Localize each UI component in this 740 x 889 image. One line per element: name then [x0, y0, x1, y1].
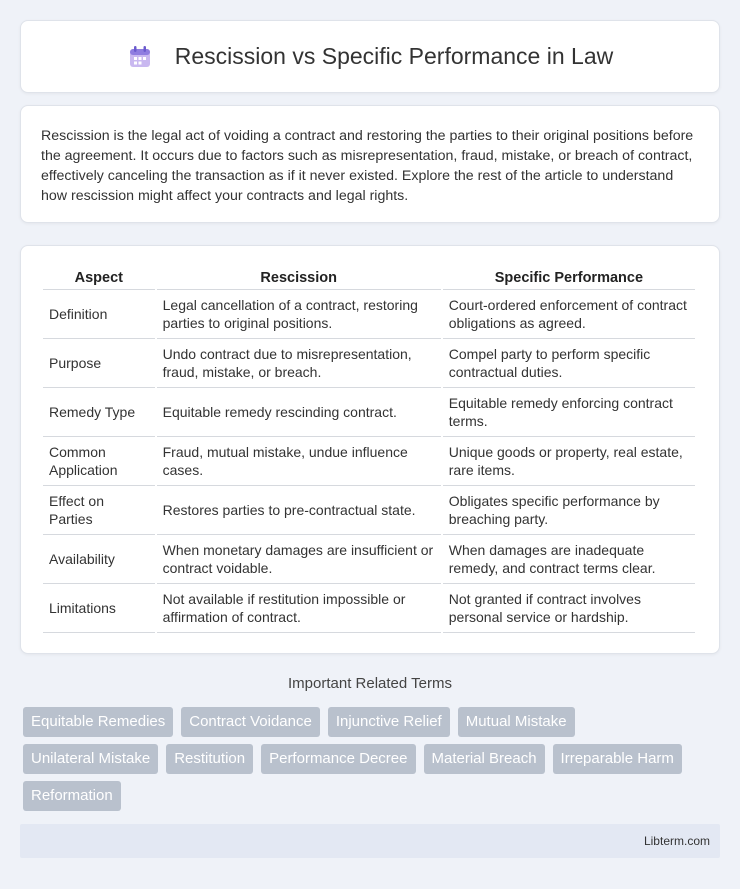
related-term-tag[interactable]: Performance Decree	[261, 744, 415, 774]
aspect-cell: Remedy Type	[43, 388, 155, 437]
rescission-cell: Fraud, mutual mistake, undue influence cases.	[157, 437, 441, 486]
related-term-tag[interactable]: Contract Voidance	[181, 707, 320, 737]
specific-performance-cell: When damages are inadequate remedy, and contract terms clear.	[443, 535, 695, 584]
intro-card	[20, 105, 720, 223]
rescission-cell: Equitable remedy rescinding contract.	[157, 388, 441, 437]
related-terms-title: Important Related Terms	[288, 675, 452, 692]
page-title: Rescission vs Specific Performance in Law	[174, 43, 614, 69]
aspect-cell: Common Application	[43, 437, 155, 486]
comparison-table	[41, 266, 697, 633]
specific-performance-cell: Compel party to perform specific contractual duties.	[443, 339, 695, 388]
table-row	[43, 437, 695, 486]
aspect-cell: Limitations	[43, 584, 155, 633]
related-term-tag[interactable]: Restitution	[166, 744, 253, 774]
rescission-cell: Undo contract due to misrepresentation, fraud, mistake, or breach.	[157, 339, 441, 388]
related-term-tag[interactable]: Mutual Mistake	[458, 707, 575, 737]
related-term-tag[interactable]: Unilateral Mistake	[23, 744, 158, 774]
aspect-cell: Effect on Parties	[43, 486, 155, 535]
related-term-tag[interactable]: Reformation	[23, 781, 121, 811]
table-row	[43, 535, 695, 584]
rescission-cell: Legal cancellation of a contract, restoring parties to original positions.	[157, 290, 441, 339]
table-header-row	[43, 266, 695, 290]
related-term-tag[interactable]: Material Breach	[424, 744, 545, 774]
related-terms-list	[23, 707, 723, 818]
column-header: Aspect	[43, 266, 155, 290]
rescission-cell: Restores parties to pre-contractual state.	[157, 486, 441, 535]
rescission-cell: Not available if restitution impossible or affirmation of contract.	[157, 584, 441, 633]
table-row	[43, 486, 695, 535]
related-term-tag[interactable]: Equitable Remedies	[23, 707, 173, 737]
intro-text: Rescission is the legal act of voiding a contract and restoring the parties to their original positions before the agreement. It occurs due to factors such as misrepresentation, fraud, mistake, or breach of contract, effectively canceling the transaction as if it never existed. Explore the rest of the article to understand how rescission might affect your contracts and legal rights.	[41, 128, 694, 204]
specific-performance-cell: Unique goods or property, real estate, rare items.	[443, 437, 695, 486]
table-row	[43, 339, 695, 388]
related-term-tag[interactable]: Injunctive Relief	[328, 707, 450, 737]
comparison-table-card	[20, 245, 720, 654]
table-row	[43, 584, 695, 633]
footer-site-link[interactable]: Libterm.com	[643, 834, 710, 848]
calendar-icon	[127, 44, 153, 70]
column-header: Rescission	[157, 266, 441, 290]
specific-performance-cell: Not granted if contract involves personal service or hardship.	[443, 584, 695, 633]
aspect-cell: Purpose	[43, 339, 155, 388]
aspect-cell: Availability	[43, 535, 155, 584]
table-row	[43, 290, 695, 339]
table-row	[43, 388, 695, 437]
specific-performance-cell: Equitable remedy enforcing contract terms.	[443, 388, 695, 437]
aspect-cell: Definition	[43, 290, 155, 339]
rescission-cell: When monetary damages are insufficient or contract voidable.	[157, 535, 441, 584]
specific-performance-cell: Court-ordered enforcement of contract obligations as agreed.	[443, 290, 695, 339]
column-header: Specific Performance	[443, 266, 695, 290]
footer	[20, 824, 720, 858]
header-card	[20, 20, 720, 93]
related-term-tag[interactable]: Irreparable Harm	[553, 744, 682, 774]
specific-performance-cell: Obligates specific performance by breaching party.	[443, 486, 695, 535]
